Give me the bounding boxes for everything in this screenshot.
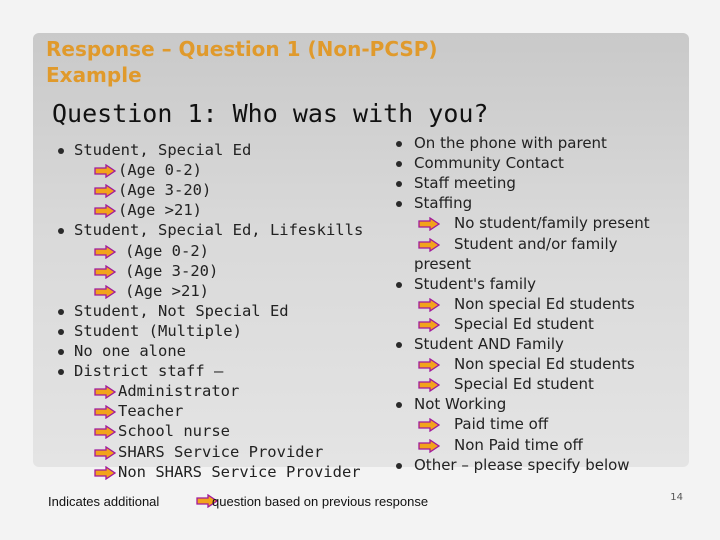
- bullet-dot-icon: [396, 282, 402, 288]
- list-item: No one alone: [74, 342, 186, 360]
- list-item: Staffing: [414, 194, 473, 213]
- list-item: District staff –: [74, 362, 224, 381]
- bullet-dot-icon: [58, 309, 64, 315]
- right-arrow-icon: [94, 184, 116, 198]
- sub-list-item: Special Ed student: [454, 314, 594, 333]
- right-arrow-icon: [94, 204, 116, 218]
- footer-legend-left: Indicates additional: [48, 494, 160, 509]
- right-arrow-icon: [418, 378, 440, 392]
- list-item: Student, Special Ed: [74, 141, 252, 159]
- right-arrow-icon: [94, 265, 116, 279]
- right-arrow-icon: [418, 358, 440, 372]
- right-arrow-icon: [418, 238, 440, 252]
- sub-list-item: (Age 3-20): [118, 181, 212, 200]
- list-item: Student (Multiple): [74, 321, 242, 340]
- sub-list-item: (Age 0-2): [125, 241, 209, 260]
- right-arrow-icon: [418, 217, 440, 231]
- right-arrow-icon: [418, 439, 440, 453]
- sub-list-item: Student and/or family: [454, 234, 618, 253]
- sub-list-item: Teacher: [118, 402, 184, 421]
- sub-list-item: (Age 3-20): [125, 261, 219, 280]
- right-arrow-icon: [418, 318, 440, 332]
- sub-list-item: (Age >21): [118, 201, 202, 220]
- bullet-dot-icon: [396, 463, 402, 469]
- bullet-dot-icon: [58, 349, 64, 355]
- question-heading: Question 1: Who was with you?: [52, 99, 489, 128]
- bullet-dot-icon: [396, 342, 402, 348]
- page-number: 14: [670, 492, 683, 503]
- slide-title: [46, 36, 646, 88]
- sub-list-item: Non Paid time off: [454, 435, 583, 454]
- sub-list-item: Paid time off: [454, 415, 549, 434]
- right-arrow-icon: [94, 466, 116, 480]
- right-arrow-icon: [94, 285, 116, 299]
- right-arrow-icon: [94, 245, 116, 259]
- list-item: Staff meeting: [414, 174, 516, 193]
- slide-title-line-1: Response – Question 1 (Non-PCSP): [46, 37, 438, 61]
- sub-list-item: Special Ed student: [454, 375, 594, 394]
- footer-legend-right: question based on previous response: [212, 494, 429, 509]
- list-item: On the phone with parent: [414, 134, 607, 152]
- right-arrow-icon: [94, 425, 116, 439]
- bullet-dot-icon: [58, 329, 64, 335]
- bullet-dot-icon: [396, 141, 402, 147]
- right-arrow-icon: [94, 446, 116, 460]
- sub-list-item: Non special Ed students: [454, 294, 635, 313]
- right-arrow-icon: [94, 405, 116, 419]
- sub-list-item: present: [414, 254, 472, 273]
- right-arrow-icon: [418, 418, 440, 432]
- sub-list-item: Non SHARS Service Provider: [118, 462, 361, 481]
- bullet-dot-icon: [58, 148, 64, 154]
- sub-list-item: Non special Ed students: [454, 355, 635, 374]
- sub-list-item: SHARS Service Provider: [118, 442, 324, 461]
- list-item: Student's family: [414, 274, 537, 293]
- right-arrow-icon: [418, 298, 440, 312]
- list-item: Student AND Family: [414, 335, 564, 353]
- sub-list-item: Administrator: [118, 382, 240, 401]
- slide-title-line-2: Example: [46, 63, 142, 87]
- sub-list-item: No student/family present: [454, 214, 650, 233]
- list-item: Student, Special Ed, Lifeskills: [74, 221, 364, 240]
- right-arrow-icon: [94, 385, 116, 399]
- sub-list-item: (Age >21): [125, 281, 209, 300]
- list-item: Student, Not Special Ed: [74, 301, 289, 320]
- list-item: Community Contact: [414, 154, 564, 173]
- sub-list-item: (Age 0-2): [118, 161, 202, 180]
- right-arrow-icon: [94, 164, 116, 178]
- list-item: Other – please specify below: [414, 455, 630, 474]
- list-item: Not Working: [414, 395, 507, 414]
- sub-list-item: School nurse: [118, 422, 230, 441]
